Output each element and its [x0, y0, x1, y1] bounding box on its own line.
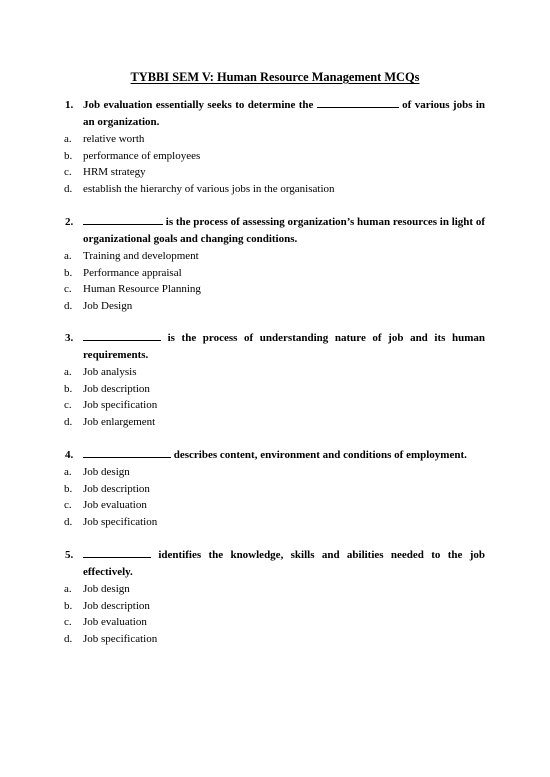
- question-5: [65, 547, 485, 647]
- question-3: [65, 330, 485, 430]
- option-text: Job analysis: [83, 366, 137, 378]
- option-d: [64, 181, 485, 198]
- option-letter: a.: [64, 583, 72, 595]
- question-1: [65, 97, 485, 197]
- option-text: Job evaluation: [83, 499, 147, 512]
- option-text: Job design: [83, 466, 130, 478]
- option-d: [64, 631, 485, 648]
- option-text: Job design: [83, 583, 130, 595]
- option-text: Training and development: [83, 250, 199, 262]
- option-letter: b.: [64, 266, 73, 279]
- option-b: [64, 598, 485, 615]
- option-text: relative worth: [83, 133, 145, 145]
- option-letter: b.: [64, 149, 73, 162]
- option-a: [64, 581, 485, 598]
- option-letter: d.: [64, 632, 73, 645]
- option-b: [64, 481, 485, 498]
- question-stem: [65, 447, 485, 464]
- option-letter: d.: [64, 182, 73, 195]
- option-a: [64, 131, 485, 148]
- question-stem: [65, 97, 485, 131]
- options-list: [65, 364, 485, 430]
- question-stem: [65, 330, 485, 364]
- option-text: establish the hierarchy of various jobs in the organisation: [83, 182, 335, 195]
- option-d: [64, 514, 485, 531]
- option-text: Job description: [83, 482, 150, 495]
- option-letter: c.: [64, 616, 72, 629]
- option-letter: c.: [64, 499, 72, 512]
- question-number: 2.: [65, 216, 74, 228]
- option-b: [64, 148, 485, 165]
- option-a: [64, 364, 485, 381]
- option-text: Job Design: [83, 299, 133, 312]
- answer-blank: [83, 548, 151, 558]
- question-text-after: describes content, environment and conditions of employment.: [173, 449, 467, 461]
- question-4: [65, 447, 485, 530]
- option-letter: d.: [64, 515, 73, 528]
- option-text: Job specification: [83, 399, 158, 412]
- option-b: [64, 265, 485, 282]
- options-list: [65, 248, 485, 314]
- option-c: [64, 614, 485, 631]
- page-title: TYBBI SEM V: Human Resource Management MCQs: [130, 70, 420, 84]
- option-letter: d.: [64, 299, 73, 312]
- option-letter: a.: [64, 250, 72, 262]
- question-text-after: identifies the knowledge, skills and abilities needed to the job effectively.: [83, 549, 486, 578]
- question-number: 3.: [65, 332, 74, 344]
- option-text: Job evaluation: [83, 616, 147, 629]
- option-d: [64, 414, 485, 431]
- option-letter: c.: [64, 283, 72, 296]
- option-text: HRM strategy: [83, 166, 146, 179]
- answer-blank: [83, 215, 163, 225]
- option-text: Job enlargement: [83, 415, 156, 428]
- option-a: [64, 464, 485, 481]
- question-text-after: is the process of assessing organization’s human resources in light of organizational goals and changing conditions.: [83, 216, 486, 245]
- question-stem: [65, 547, 485, 581]
- option-b: [64, 381, 485, 398]
- option-d: [64, 298, 485, 315]
- option-text: Human Resource Planning: [83, 283, 201, 296]
- option-text: Job description: [83, 382, 150, 395]
- options-list: [65, 464, 485, 530]
- option-letter: b.: [64, 482, 73, 495]
- question-stem: [65, 214, 485, 248]
- options-list: [65, 581, 485, 647]
- option-text: Job specification: [83, 515, 158, 528]
- answer-blank: [83, 331, 161, 341]
- option-letter: c.: [64, 399, 72, 412]
- option-letter: a.: [64, 366, 72, 378]
- question-2: [65, 214, 485, 314]
- option-c: [64, 164, 485, 181]
- question-text: [83, 97, 485, 131]
- option-letter: b.: [64, 382, 73, 395]
- option-a: [64, 248, 485, 265]
- answer-blank: [83, 448, 171, 458]
- option-c: [64, 397, 485, 414]
- question-text: [83, 547, 485, 581]
- question-number: 4.: [65, 449, 74, 461]
- option-text: performance of employees: [83, 149, 201, 162]
- option-c: [64, 497, 485, 514]
- option-letter: d.: [64, 415, 73, 428]
- option-text: Job description: [83, 599, 150, 612]
- question-number: 5.: [65, 549, 74, 561]
- answer-blank: [317, 98, 399, 108]
- options-list: [65, 131, 485, 197]
- option-letter: a.: [64, 466, 72, 478]
- question-text-after: is the process of understanding nature of job and its human requirements.: [83, 332, 486, 361]
- question-number: 1.: [65, 99, 74, 111]
- option-letter: a.: [64, 133, 72, 145]
- question-text-before: Job evaluation essentially seeks to determine the: [83, 99, 314, 111]
- option-text: Job specification: [83, 632, 158, 645]
- option-letter: c.: [64, 166, 72, 179]
- question-text-after: of various jobs in an organization.: [83, 99, 486, 128]
- option-c: [64, 281, 485, 298]
- question-text: [83, 214, 485, 248]
- question-text: [83, 447, 485, 464]
- option-text: Performance appraisal: [83, 266, 182, 279]
- option-letter: b.: [64, 599, 73, 612]
- question-text: [83, 330, 485, 364]
